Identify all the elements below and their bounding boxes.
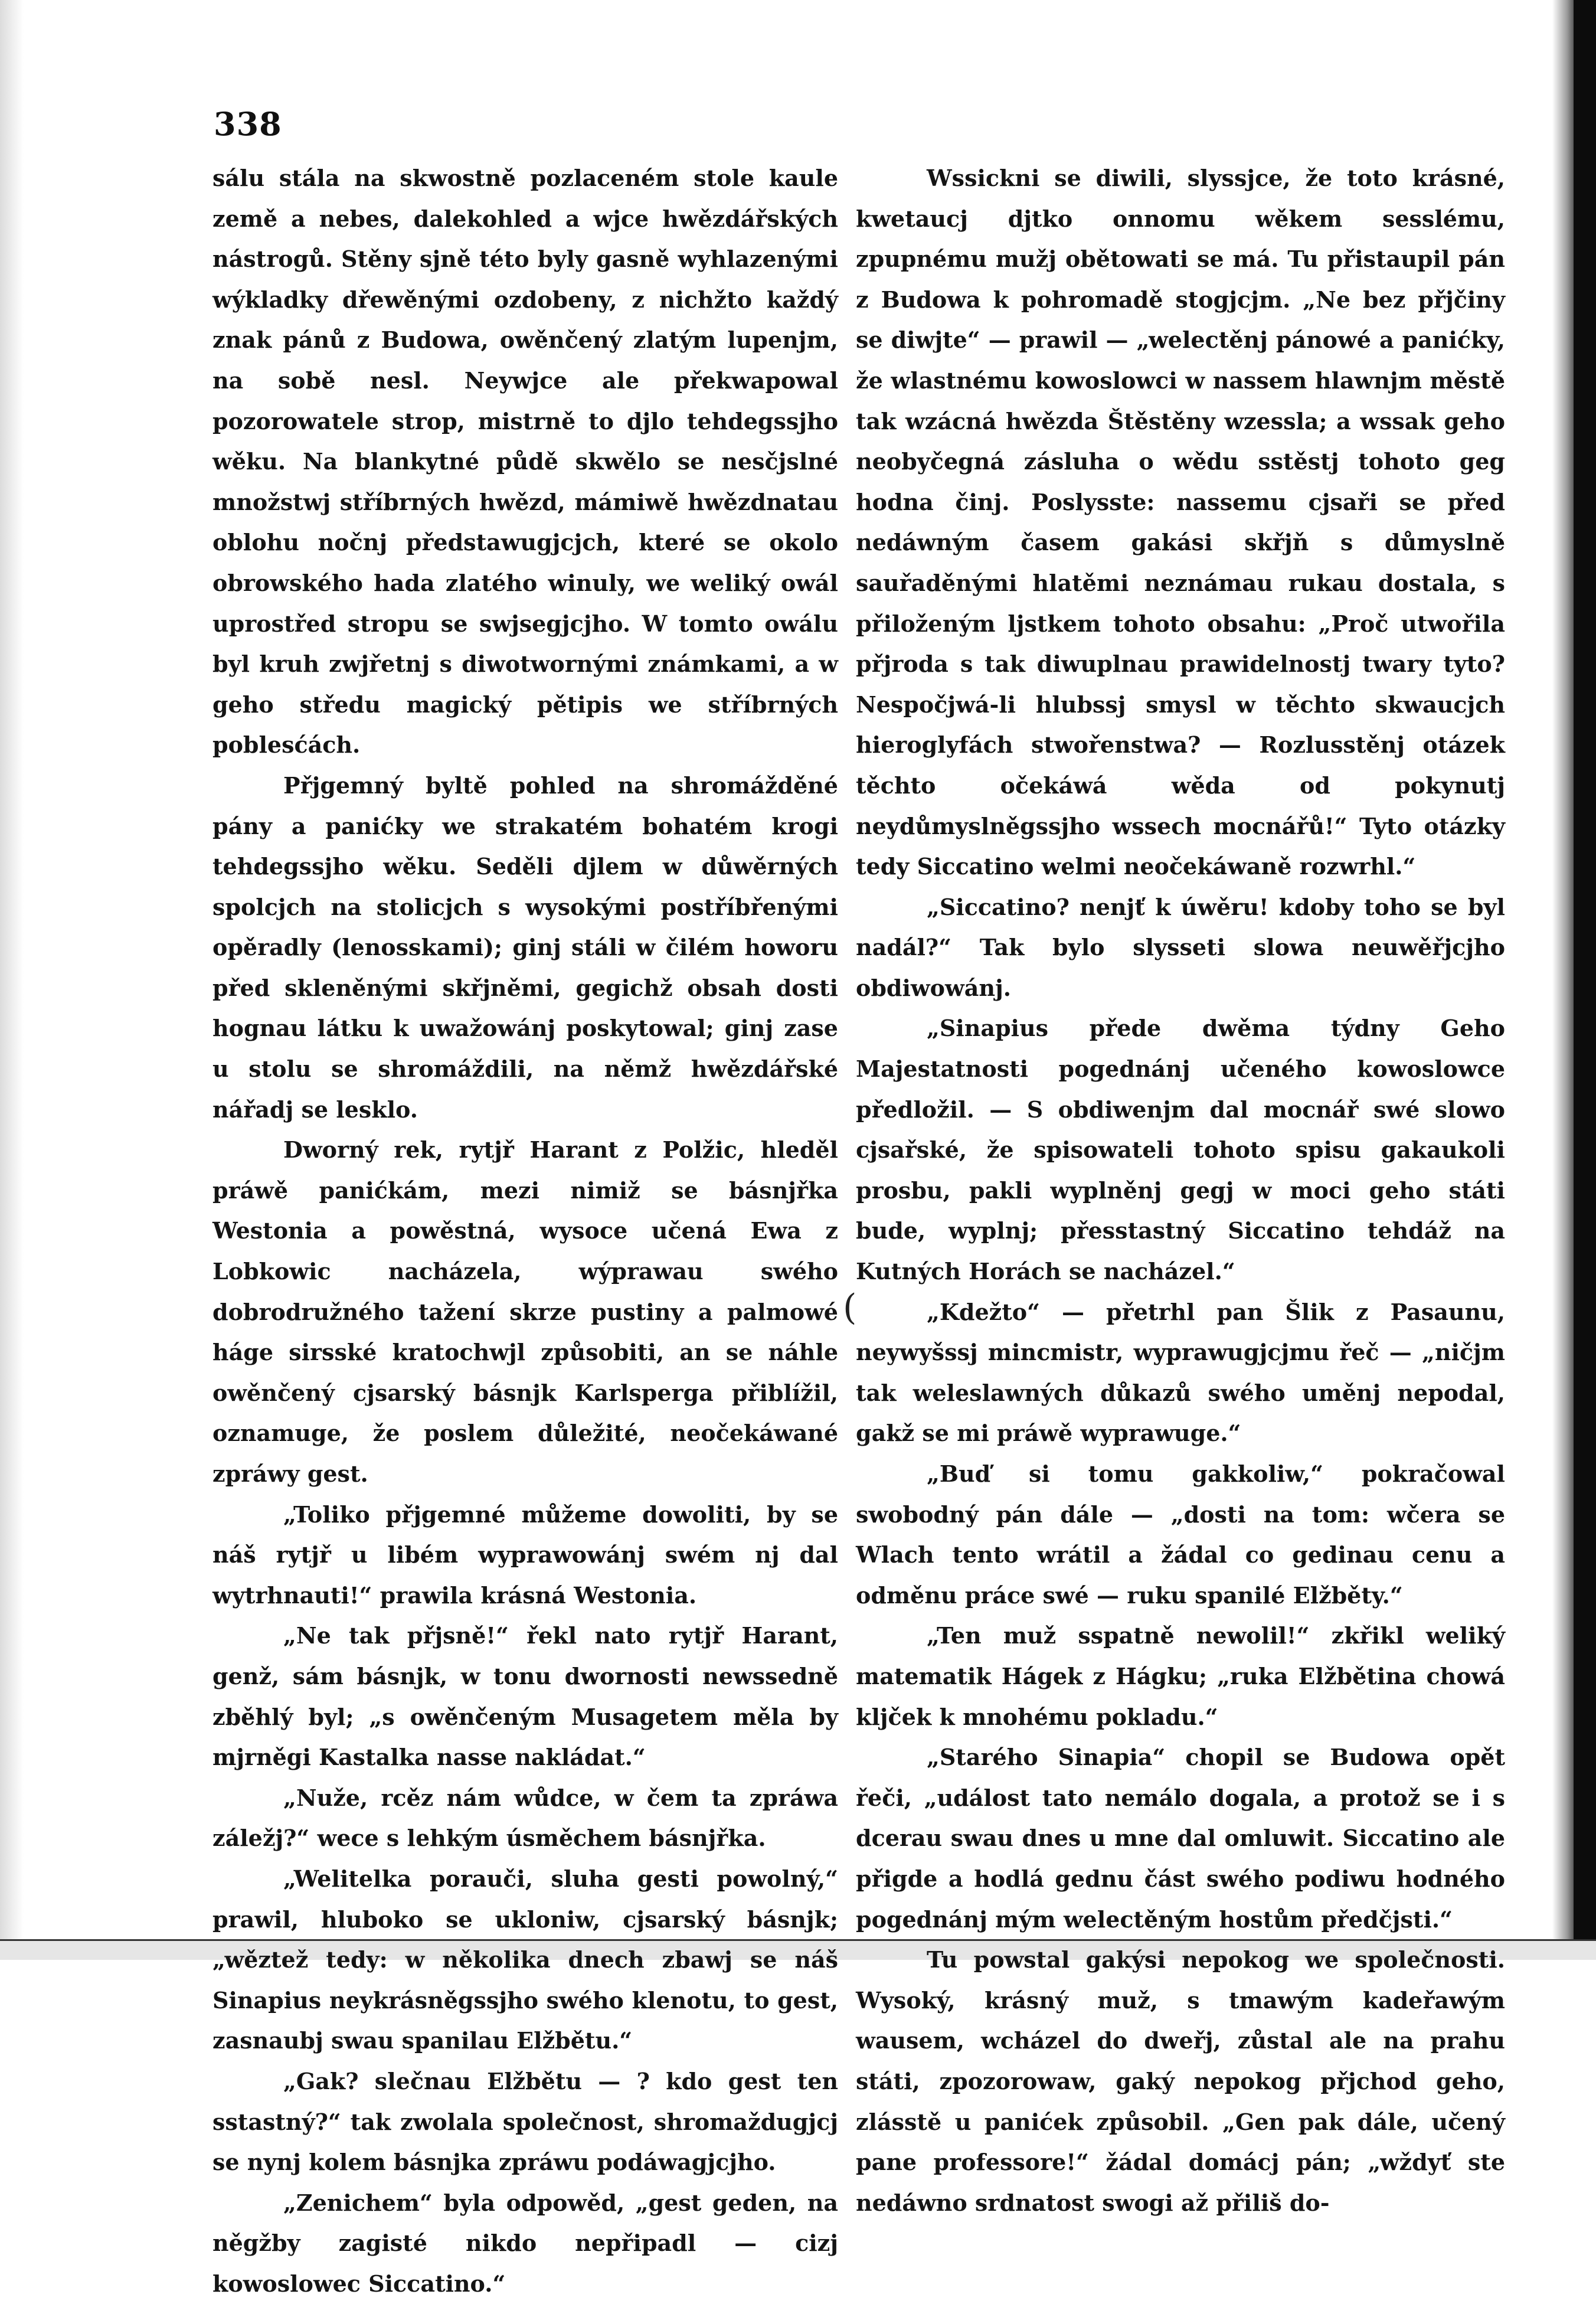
left-column (212, 158, 838, 2304)
paragraph: „Gak? slečnau Elžbětu — ? kdo gest ten sstastný?“ tak zwolala společnost, shromaždugjcj se nynj kolem básnjka zpráwu podáwagjcjho. (212, 2067, 838, 2176)
paragraph: „Zenichem“ byla odpowěd, „gest geden, na něgžby zagisté nikdo nepřipadl — cizj kowoslowec Siccatino.“ (212, 2189, 838, 2297)
scan-left-edge (0, 0, 24, 1958)
paragraph: Přjgemný byltě pohled na shromážděné pány a panićky we strakatém bohatém krogi tehdegssjho wěku. Seděli djlem w důwěrných spolcjch na stolicjch s wysokými postříbřenými opěradly (lenosskami); ginj stáli w čilém howoru před skleněnými skřjněmi, gegichž obsah dosti hognau látku k uwažowánj poskytowal; ginj zase u stolu se shromáždili, na němž hwězdářské nářadj se lesklo. (212, 772, 838, 1123)
paragraph: „Nuže, rcěz nám wůdce, w čem ta zpráwa záležj?“ wece s lehkým úsměchem básnjřka. (212, 1784, 838, 1852)
paragraph: „Toliko přjgemné můžeme dowoliti, by se náš rytjř u libém wyprawowánj swém nj dal wytrhnauti!“ prawila krásná Westonia. (212, 1501, 838, 1609)
paragraph: Wssickni se diwili, slyssjce, že toto krásné, kwetaucj djtko onnomu wěkem sesslému, zpupnému mužj obětowati se má. Tu přistaupil pán z Budowa k pohromadě stogjcjm. „Ne bez přjčiny se diwjte“ — prawil — „welectěnj pánowé a panićky, že wlastnému kowoslowci w nassem hlawnjm městě tak wzácná hwězda Štěstěny wzessla; a wssak geho neobyčegná zásluha o wědu sstěstj tohoto geg hodna činj. Poslysste: nassemu cjsaři se před nedáwným časem gakási skřjň s důmyslně sauřaděnými hlatěmi neznámau rukau dostala, s přiloženým ljstkem tohoto obsahu: „Proč utwořila přjroda s tak diwuplnau prawidelnostj twary tyto? Nespočjwá-li hlubssj smysl w těchto skwaucjch hieroglyfách stwořenstwa? — Rozlusstěnj otázek těchto očekáwá wěda od pokynutj neydůmyslněgssjho wssech mocnářů!“ Tyto otázky tedy Siccatino welmi neočekáwaně rozwrhl.“ (856, 165, 1505, 880)
scan-right-edge (1574, 0, 1596, 1958)
paragraph: „Starého Sinapia“ chopil se Budowa opět řeči, „událost tato nemálo dogala, a protož se i s dcerau swau dnes u mne dal omluwit. Siccatino ale přigde a hodlá gednu část swého podiwu hodného pogednánj mým welectěným hostům předčjsti.“ (856, 1744, 1505, 1933)
paragraph: „Kdežto“ — přetrhl pan Šlik z Pasaunu, neywyšssj mincmistr, wyprawugjcjmu řeč — „ničjm tak weleslawných důkazů swého uměnj nepodal, gakž se mi práwě wyprawuge.“ (856, 1298, 1505, 1447)
page-number: 338 (214, 105, 282, 143)
paragraph: „Welitelka porauči, sluha gesti powolný,“ prawil, hluboko se ukloniw, cjsarský básnjk; „wěztež tedy: w několika dnech zbawj se náš Sinapius neykrásněgssjho swého klenotu, to gest, zasnaubj swau spanilau Elžbětu.“ (212, 1865, 838, 2054)
right-column (856, 158, 1505, 2223)
page-gutter-shadow (1552, 0, 1574, 1958)
paragraph: „Ten muž sspatně newolil!“ zkřikl weliký matematik Hágek z Hágku; „ruka Elžbětina chowá kljček k mnohému pokladu.“ (856, 1622, 1505, 1730)
paragraph: sálu stála na skwostně pozlaceném stole kaule země a nebes, dalekohled a wjce hwězdářských nástrogů. Stěny sjně této byly gasně wyhlazenými wýkladky dřewěnými ozdobeny, z nichžto každý znak pánů z Budowa, owěnčený zlatým lupenjm, na sobě nesl. Neywjce ale překwapowal pozorowatele strop, mistrně to djlo tehdegssjho wěku. Na blankytné půdě skwělo se nesčjslné množstwj stříbrných hwězd, mámiwě hwězdnatau oblohu nočnj předstawugjcjch, které se okolo obrowského hada zlatého winuly, we weliký owál uprostřed stropu se swjsegjcjho. W tomto owálu byl kruh zwjřetnj s diwotwornými známkami, a w geho středu magický pětipis we stříbrných poblesćách. (212, 165, 838, 759)
paragraph: „Buď si tomu gakkoliw,“ pokračowal swobodný pán dále — „dosti na tom: wčera se Wlach tento wrátil a žádal co gedinau cenu a odměnu práce swé — ruku spanilé Elžběty.“ (856, 1460, 1505, 1609)
paragraph: Dworný rek, rytjř Harant z Polžic, hleděl práwě panićkám, mezi nimiž se básnjřka Westonia a powěstná, wysoce učená Ewa z Lobkowic nacházela, wýprawau swého dobrodružného tažení skrze pustiny a palmowé háge sirsské kratochwjl způsobiti, an se náhle owěnčený cjsarský básnjk Karlsperga přiblížil, oznamuge, že poslem důležité, neočekáwané zpráwy gest. (212, 1136, 838, 1487)
paragraph: Tu powstal gakýsi nepokog we společnosti. Wysoký, krásný muž, s tmawým kadeřawým wausem, wcházel do dweřj, zůstal ale na prahu státi, zpozorowaw, gaký nepokog přjchod geho, zlásstě u panićek způsobil. „Gen pak dále, učený pane professore!“ žádal domácj pán; „wždyť ste nedáwno srdnatost swogi až přiliš do- (856, 1946, 1505, 2216)
paragraph: „Siccatino? nenjť k úwěru! kdoby toho se byl nadál?“ Tak bylo slysseti slowa neuwěřjcjho obdiwowánj. (856, 893, 1505, 1001)
paragraph: „Sinapius přede dwěma týdny Geho Majestatnosti pogednánj učeného kowoslowce předložil. — S obdiwenjm dal mocnář swé slowo cjsařské, že spisowateli tohoto spisu gakaukoli prosbu, pakli wyplněnj gegj w moci geho státi bude, wyplnj; přesstastný Siccatino tehdáž na Kutných Horách se nacházel.“ (856, 1015, 1505, 1285)
paragraph: „Ne tak přjsně!“ řekl nato rytjř Harant, genž, sám básnjk, w tonu dwornosti newssedně zběhlý byl; „s owěnčeným Musagetem měla by mjrněgi Kastalka nasse nakládat.“ (212, 1622, 838, 1771)
margin-pencil-mark: ( (843, 1287, 857, 1328)
